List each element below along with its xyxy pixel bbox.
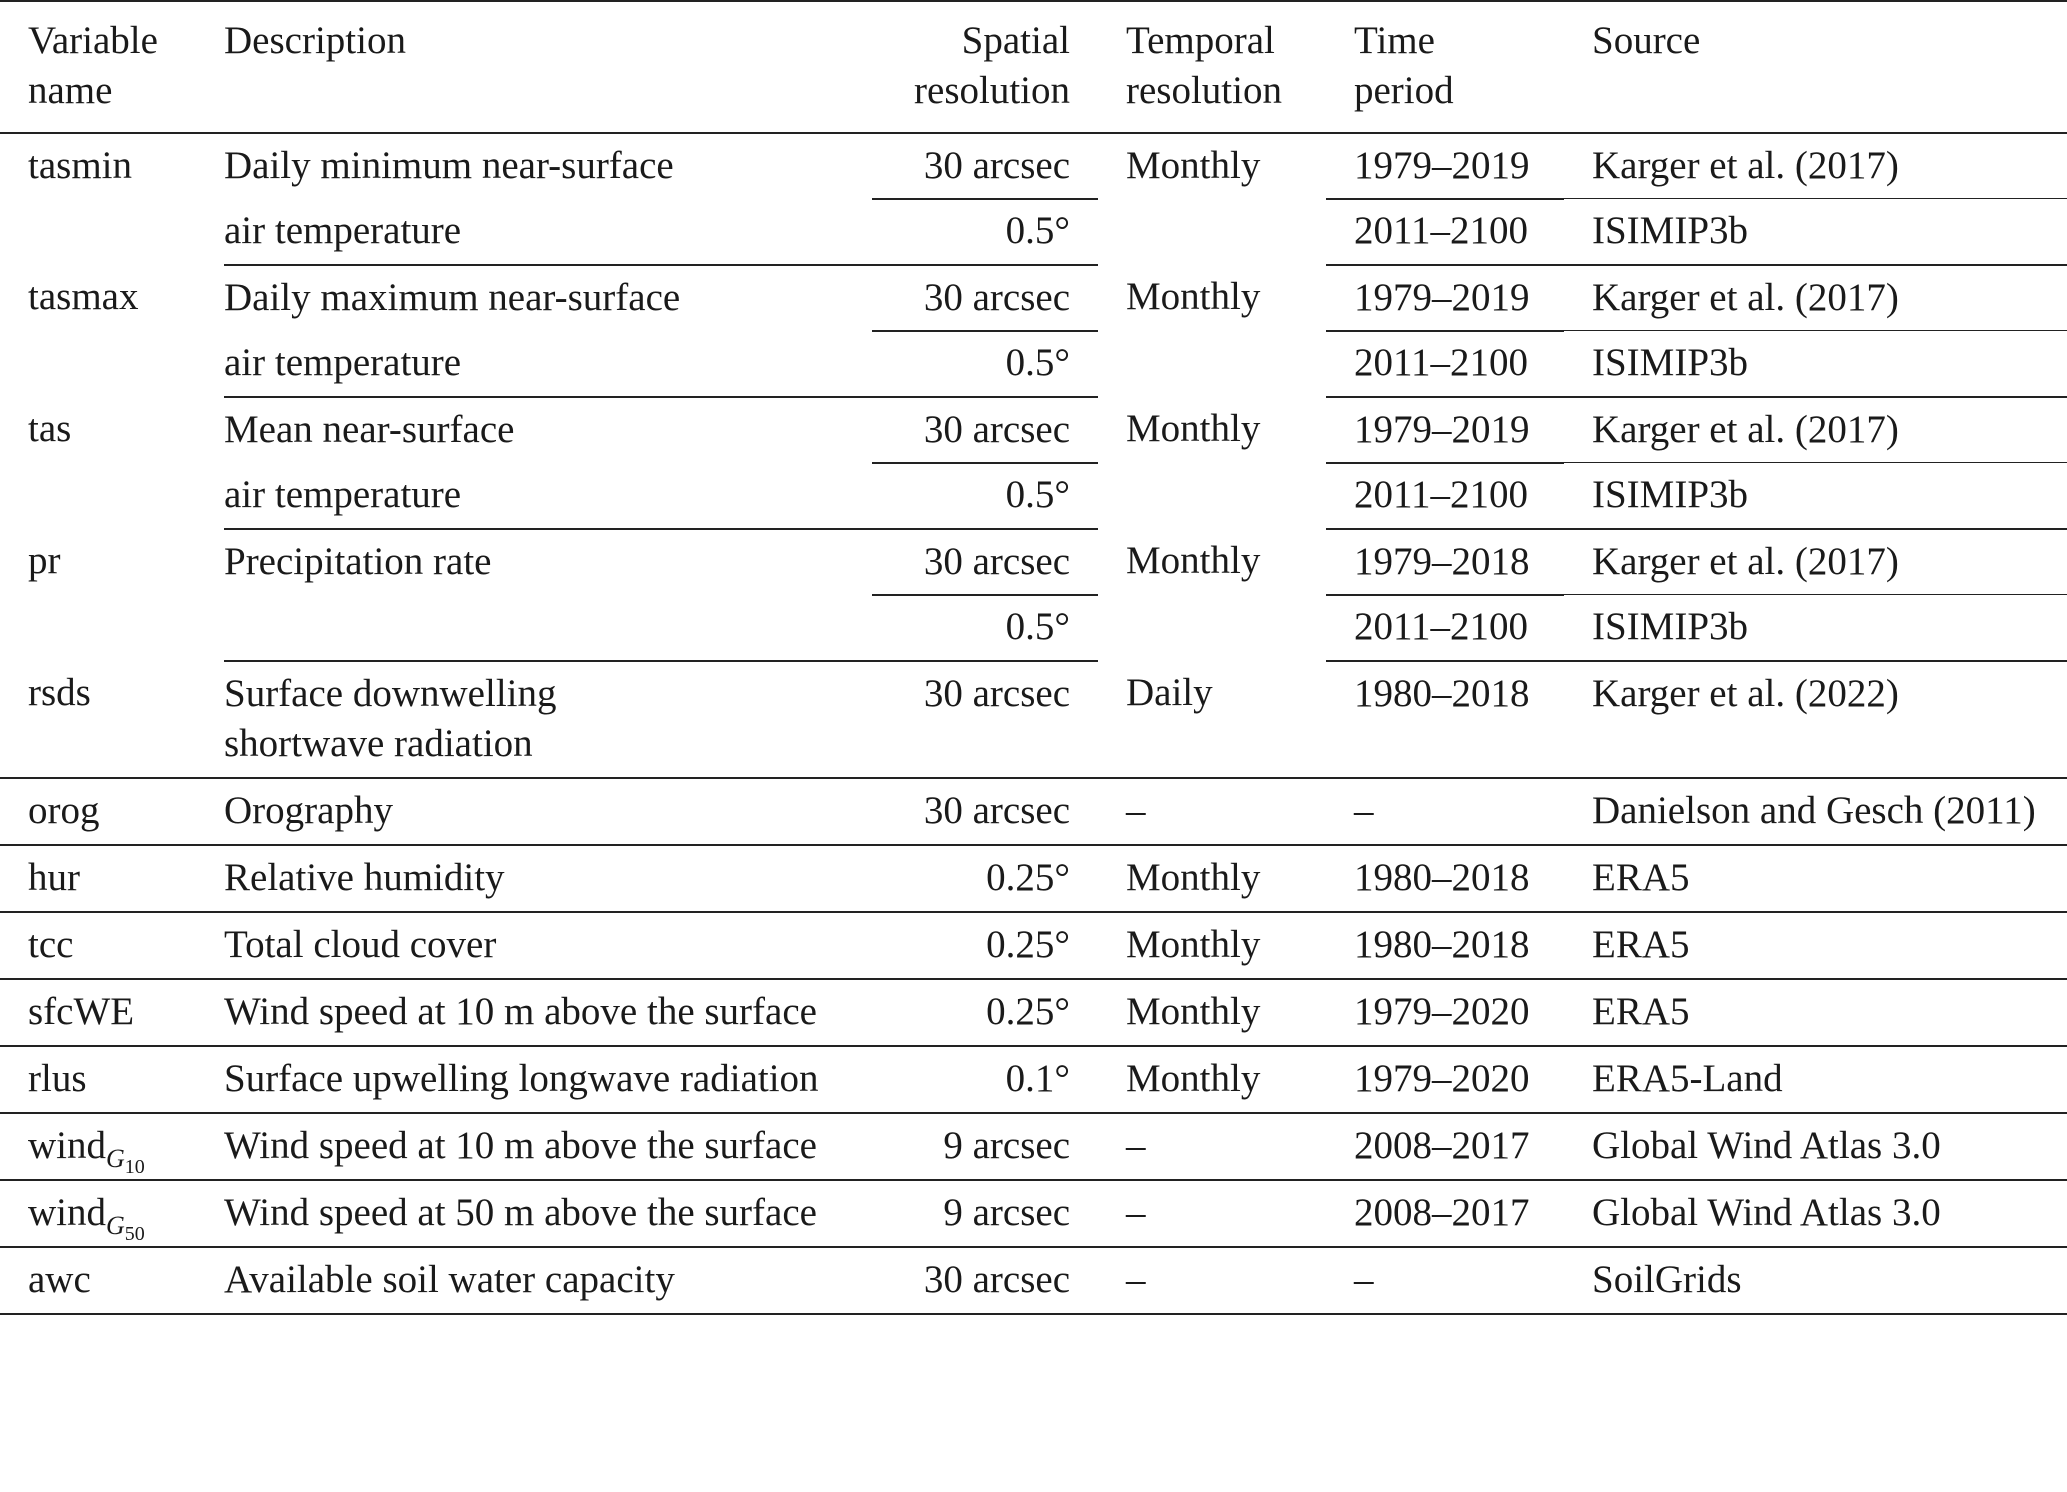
cell-temporal: Monthly (1098, 912, 1326, 979)
cell-spatial: 9 arcsec (884, 1180, 1098, 1247)
cell-spatial (884, 397, 1098, 463)
table-row (0, 979, 2067, 1046)
cell-variable: orog (0, 778, 224, 845)
cell-source: ERA5 (1564, 979, 2067, 1046)
cell-variable: tasmin (28, 144, 132, 187)
table-row (0, 595, 2067, 661)
cell-variable: wind$_{G_{10}}$ (0, 1113, 224, 1180)
cell-source (1564, 529, 2067, 595)
table-row (0, 463, 2067, 529)
cell-time-period: – (1326, 778, 1564, 845)
cell-variable: tcc (0, 912, 224, 979)
table-row (0, 265, 2067, 331)
table-row (0, 199, 2067, 265)
cell-description: Surface downwelling shortwave radiation (224, 661, 884, 778)
cell-temporal: Monthly (1098, 845, 1326, 912)
cell-variable: hur (0, 845, 224, 912)
cell-description: Precipitation rate (224, 540, 492, 583)
cell-time-period (1326, 133, 1564, 199)
cell-variable: pr (28, 539, 61, 582)
cell-source: Karger et al. (2022) (1564, 661, 2067, 778)
cell-source (1564, 265, 2067, 331)
cell-description: air temperature (224, 331, 884, 397)
source-subrule: Karger et al. (2017) (1592, 273, 2067, 323)
table-row (0, 1180, 2067, 1247)
cell-description: Mean near-surface (224, 408, 515, 451)
cell-time-period (1326, 397, 1564, 463)
cell-spatial: 30 arcsec (884, 661, 1098, 778)
cell-variable: rsds (0, 661, 224, 778)
cell-time-period: 1980–2018 (1326, 912, 1564, 979)
source-subrule: Karger et al. (2017) (1592, 405, 2067, 455)
cell-variable: rlus (0, 1046, 224, 1113)
cell-time-period: 2011–2100 (1326, 595, 1564, 661)
cell-spatial (884, 265, 1098, 331)
header-time-period: Time period (1326, 1, 1564, 133)
table-row (0, 845, 2067, 912)
cell-time-period (1326, 529, 1564, 595)
cell-description: Wind speed at 10 m above the surface (224, 1113, 884, 1180)
cell-temporal: – (1098, 1247, 1326, 1314)
cell-spatial: 0.5° (884, 199, 1098, 265)
cell-variable: tas (28, 407, 72, 450)
cell-spatial: 9 arcsec (884, 1113, 1098, 1180)
cell-temporal: Monthly (1126, 407, 1261, 450)
cell-source: Danielson and Gesch (2011) (1564, 778, 2067, 845)
table-row (0, 1046, 2067, 1113)
cell-description: Surface upwelling longwave radiation (224, 1046, 884, 1113)
cell-time-period: 2011–2100 (1326, 331, 1564, 397)
cell-temporal: Monthly (1098, 979, 1326, 1046)
cell-time-period: – (1326, 1247, 1564, 1314)
header-spatial-resolution: Spatial resolution (884, 1, 1098, 133)
cell-description: Total cloud cover (224, 912, 884, 979)
cell-description: air temperature (224, 463, 884, 529)
cell-description: Daily minimum near-surface (224, 144, 674, 187)
header-temporal-resolution: Temporal resolution (1098, 1, 1326, 133)
cell-description: Daily maximum near-surface (224, 276, 681, 319)
cell-description: Available soil water capacity (224, 1247, 884, 1314)
source-subrule: Karger et al. (2017) (1592, 537, 2067, 587)
table-row (0, 529, 2067, 595)
cell-variable: awc (0, 1247, 224, 1314)
table-body (0, 133, 2067, 1314)
cell-source: ISIMIP3b (1564, 595, 2067, 661)
cell-time-period: 2008–2017 (1326, 1113, 1564, 1180)
spatial-subrule: 30 arcsec (884, 273, 1070, 323)
header-variable-name: Variable name (0, 1, 224, 133)
table-row (0, 661, 2067, 778)
source-subrule: Karger et al. (2017) (1592, 141, 2067, 191)
header-description: Description (224, 1, 884, 133)
cell-spatial: 0.1° (884, 1046, 1098, 1113)
spatial-subrule: 30 arcsec (884, 405, 1070, 455)
cell-time-period: 2011–2100 (1326, 199, 1564, 265)
cell-temporal: Daily (1098, 661, 1326, 778)
cell-time-period: 1980–2018 (1326, 845, 1564, 912)
cell-temporal: Monthly (1126, 539, 1261, 582)
cell-source (1564, 133, 2067, 199)
cell-spatial: 0.25° (884, 979, 1098, 1046)
header-row (0, 1, 2067, 133)
cell-description (224, 595, 884, 661)
cell-description: Wind speed at 10 m above the surface (224, 979, 884, 1046)
table-row (0, 331, 2067, 397)
cell-variable: tasmax (28, 275, 139, 318)
cell-time-period: 1979–2020 (1326, 1046, 1564, 1113)
cell-source: ERA5 (1564, 912, 2067, 979)
cell-temporal: Monthly (1126, 275, 1261, 318)
cell-description: Orography (224, 778, 884, 845)
table-row (0, 133, 2067, 199)
table-row (0, 1113, 2067, 1180)
header-source: Source (1564, 1, 2067, 133)
cell-variable: sfcWE (0, 979, 224, 1046)
cell-spatial: 30 arcsec (884, 1247, 1098, 1314)
cell-description: Relative humidity (224, 845, 884, 912)
cell-time-period: 1979–2020 (1326, 979, 1564, 1046)
cell-time-period (1326, 265, 1564, 331)
cell-source: Global Wind Atlas 3.0 (1564, 1180, 2067, 1247)
cell-source: ERA5-Land (1564, 1046, 2067, 1113)
cell-source: ISIMIP3b (1564, 463, 2067, 529)
cell-description: air temperature (224, 199, 884, 265)
time-subrule: 1979–2018 (1354, 537, 1564, 587)
cell-spatial: 0.25° (884, 845, 1098, 912)
cell-time-period: 2011–2100 (1326, 463, 1564, 529)
table-row (0, 912, 2067, 979)
cell-source: ERA5 (1564, 845, 2067, 912)
cell-temporal: – (1098, 778, 1326, 845)
cell-spatial: 30 arcsec (884, 778, 1098, 845)
cell-source: SoilGrids (1564, 1247, 2067, 1314)
table-row (0, 397, 2067, 463)
cell-source: ISIMIP3b (1564, 331, 2067, 397)
cell-temporal: Monthly (1098, 1046, 1326, 1113)
table-row (0, 1247, 2067, 1314)
cell-spatial: 0.25° (884, 912, 1098, 979)
time-subrule: 1979–2019 (1354, 405, 1564, 455)
table-row (0, 778, 2067, 845)
cell-source: ISIMIP3b (1564, 199, 2067, 265)
cell-spatial (884, 529, 1098, 595)
time-subrule: 1979–2019 (1354, 273, 1564, 323)
cell-description: Wind speed at 50 m above the surface (224, 1180, 884, 1247)
cell-spatial: 0.5° (884, 463, 1098, 529)
cell-time-period: 1980–2018 (1326, 661, 1564, 778)
cell-temporal: – (1098, 1113, 1326, 1180)
cell-source: Global Wind Atlas 3.0 (1564, 1113, 2067, 1180)
cell-variable: wind$_{G_{50}}$ (0, 1180, 224, 1247)
cell-temporal: Monthly (1126, 144, 1261, 187)
cell-time-period: 2008–2017 (1326, 1180, 1564, 1247)
cell-temporal: – (1098, 1180, 1326, 1247)
cell-spatial (884, 133, 1098, 199)
spatial-subrule: 30 arcsec (884, 141, 1070, 191)
cell-source (1564, 397, 2067, 463)
cell-spatial: 0.5° (884, 595, 1098, 661)
time-subrule: 1979–2019 (1354, 141, 1564, 191)
cell-spatial: 0.5° (884, 331, 1098, 397)
spatial-subrule: 30 arcsec (884, 537, 1070, 587)
